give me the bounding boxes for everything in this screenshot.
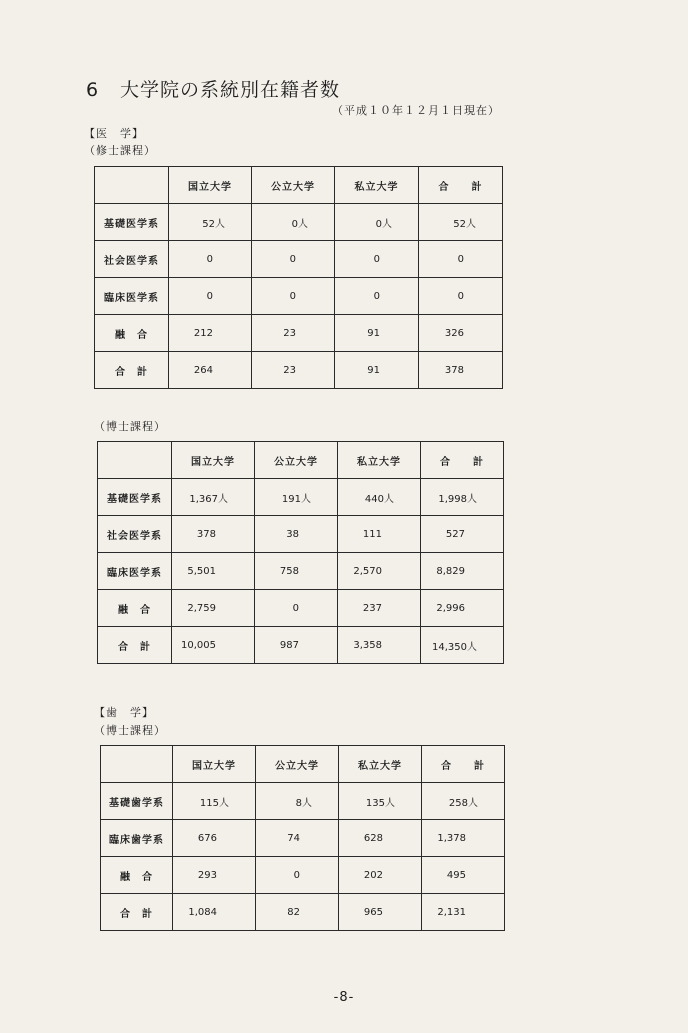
dentistry-doctoral-label: （博士課程） (94, 724, 166, 737)
table-cell: 237 (338, 590, 421, 627)
table-row (95, 278, 503, 315)
table-cell: 527 (421, 516, 504, 553)
table-cell: 5,501 (172, 553, 255, 590)
corner-cell (95, 167, 169, 204)
table-cell: 1,084 (173, 894, 256, 931)
row-header: 基礎医学系 (95, 204, 169, 241)
table-cell: 628 (339, 820, 422, 857)
table-cell: 495 (422, 857, 505, 894)
column-header: 国立大学 (173, 746, 256, 783)
table-cell: 326 (419, 315, 503, 352)
column-header: 公立大学 (252, 167, 335, 204)
corner-cell (98, 442, 172, 479)
table-cell: 0人 (335, 204, 419, 241)
column-header: 私立大学 (335, 167, 419, 204)
column-header: 私立大学 (339, 746, 422, 783)
page-number: -8- (333, 990, 355, 1005)
table-cell: 2,996 (421, 590, 504, 627)
row-header: 社会医学系 (95, 241, 169, 278)
section-number: 6 (86, 79, 100, 101)
table-row (98, 479, 504, 516)
table-row (101, 820, 505, 857)
column-header: 公立大学 (256, 746, 339, 783)
dentistry-section-label: 【歯 学】 (94, 706, 154, 719)
table-cell: 0 (169, 278, 252, 315)
table-cell: 115人 (173, 783, 256, 820)
table-cell: 0 (169, 241, 252, 278)
table-cell: 10,005 (172, 627, 255, 664)
column-header: 私立大学 (338, 442, 421, 479)
table-row (95, 352, 503, 389)
table-cell: 52人 (419, 204, 503, 241)
table-cell: 52人 (169, 204, 252, 241)
column-header: 合 計 (419, 167, 503, 204)
table-row (101, 857, 505, 894)
row-header: 合 計 (98, 627, 172, 664)
table-cell: 3,358 (338, 627, 421, 664)
table-cell: 23 (252, 352, 335, 389)
section-title: 大学院の系統別在籍者数 (120, 79, 341, 101)
page-title (86, 75, 340, 102)
column-header: 合 計 (421, 442, 504, 479)
as-of-date: （平成１０年１２月１日現在） (332, 104, 500, 117)
table-cell: 676 (173, 820, 256, 857)
table-cell: 758 (255, 553, 338, 590)
column-header: 公立大学 (255, 442, 338, 479)
table-row (98, 516, 504, 553)
column-header: 国立大学 (169, 167, 252, 204)
table-cell: 0 (252, 278, 335, 315)
table-cell: 965 (339, 894, 422, 931)
table-cell: 202 (339, 857, 422, 894)
table-cell: 1,998人 (421, 479, 504, 516)
row-header: 融 合 (98, 590, 172, 627)
column-header: 国立大学 (172, 442, 255, 479)
row-header: 臨床歯学系 (101, 820, 173, 857)
table-cell: 2,759 (172, 590, 255, 627)
table-cell: 378 (419, 352, 503, 389)
medicine-masters-label: （修士課程） (84, 144, 156, 157)
medicine-doctoral-label: （博士課程） (94, 420, 166, 433)
table-cell: 0 (335, 241, 419, 278)
table-row (95, 241, 503, 278)
medicine-doctoral-table (97, 441, 504, 664)
column-header: 合 計 (422, 746, 505, 783)
table-cell: 2,131 (422, 894, 505, 931)
row-header: 合 計 (95, 352, 169, 389)
table-cell: 23 (252, 315, 335, 352)
table-cell: 378 (172, 516, 255, 553)
row-header: 合 計 (101, 894, 173, 931)
table-cell: 0 (255, 590, 338, 627)
table-cell: 0 (252, 241, 335, 278)
row-header: 社会医学系 (98, 516, 172, 553)
table-cell: 212 (169, 315, 252, 352)
table-header-row (95, 167, 503, 204)
table-row (98, 553, 504, 590)
table-cell: 191人 (255, 479, 338, 516)
table-cell: 987 (255, 627, 338, 664)
table-cell: 0人 (252, 204, 335, 241)
corner-cell (101, 746, 173, 783)
table-cell: 38 (255, 516, 338, 553)
medicine-masters-table (94, 166, 503, 389)
table-cell: 258人 (422, 783, 505, 820)
table-cell: 82 (256, 894, 339, 931)
table-cell: 0 (419, 241, 503, 278)
table-cell: 0 (335, 278, 419, 315)
table-row (98, 627, 504, 664)
medicine-section-label: 【医 学】 (84, 127, 144, 140)
row-header: 基礎医学系 (98, 479, 172, 516)
table-cell: 440人 (338, 479, 421, 516)
row-header: 基礎歯学系 (101, 783, 173, 820)
table-cell: 1,367人 (172, 479, 255, 516)
row-header: 臨床医学系 (98, 553, 172, 590)
table-cell: 14,350人 (421, 627, 504, 664)
table-cell: 74 (256, 820, 339, 857)
table-cell: 2,570 (338, 553, 421, 590)
table-cell: 8人 (256, 783, 339, 820)
table-cell: 0 (256, 857, 339, 894)
table-row (101, 783, 505, 820)
dentistry-doctoral-table (100, 745, 505, 931)
table-row (98, 590, 504, 627)
row-header: 臨床医学系 (95, 278, 169, 315)
table-cell: 293 (173, 857, 256, 894)
table-row (101, 894, 505, 931)
table-cell: 1,378 (422, 820, 505, 857)
table-row (95, 315, 503, 352)
table-cell: 91 (335, 315, 419, 352)
table-row (95, 204, 503, 241)
row-header: 融 合 (101, 857, 173, 894)
table-cell: 111 (338, 516, 421, 553)
table-header-row (101, 746, 505, 783)
table-cell: 264 (169, 352, 252, 389)
table-cell: 135人 (339, 783, 422, 820)
row-header: 融 合 (95, 315, 169, 352)
table-cell: 0 (419, 278, 503, 315)
table-cell: 8,829 (421, 553, 504, 590)
table-header-row (98, 442, 504, 479)
table-cell: 91 (335, 352, 419, 389)
